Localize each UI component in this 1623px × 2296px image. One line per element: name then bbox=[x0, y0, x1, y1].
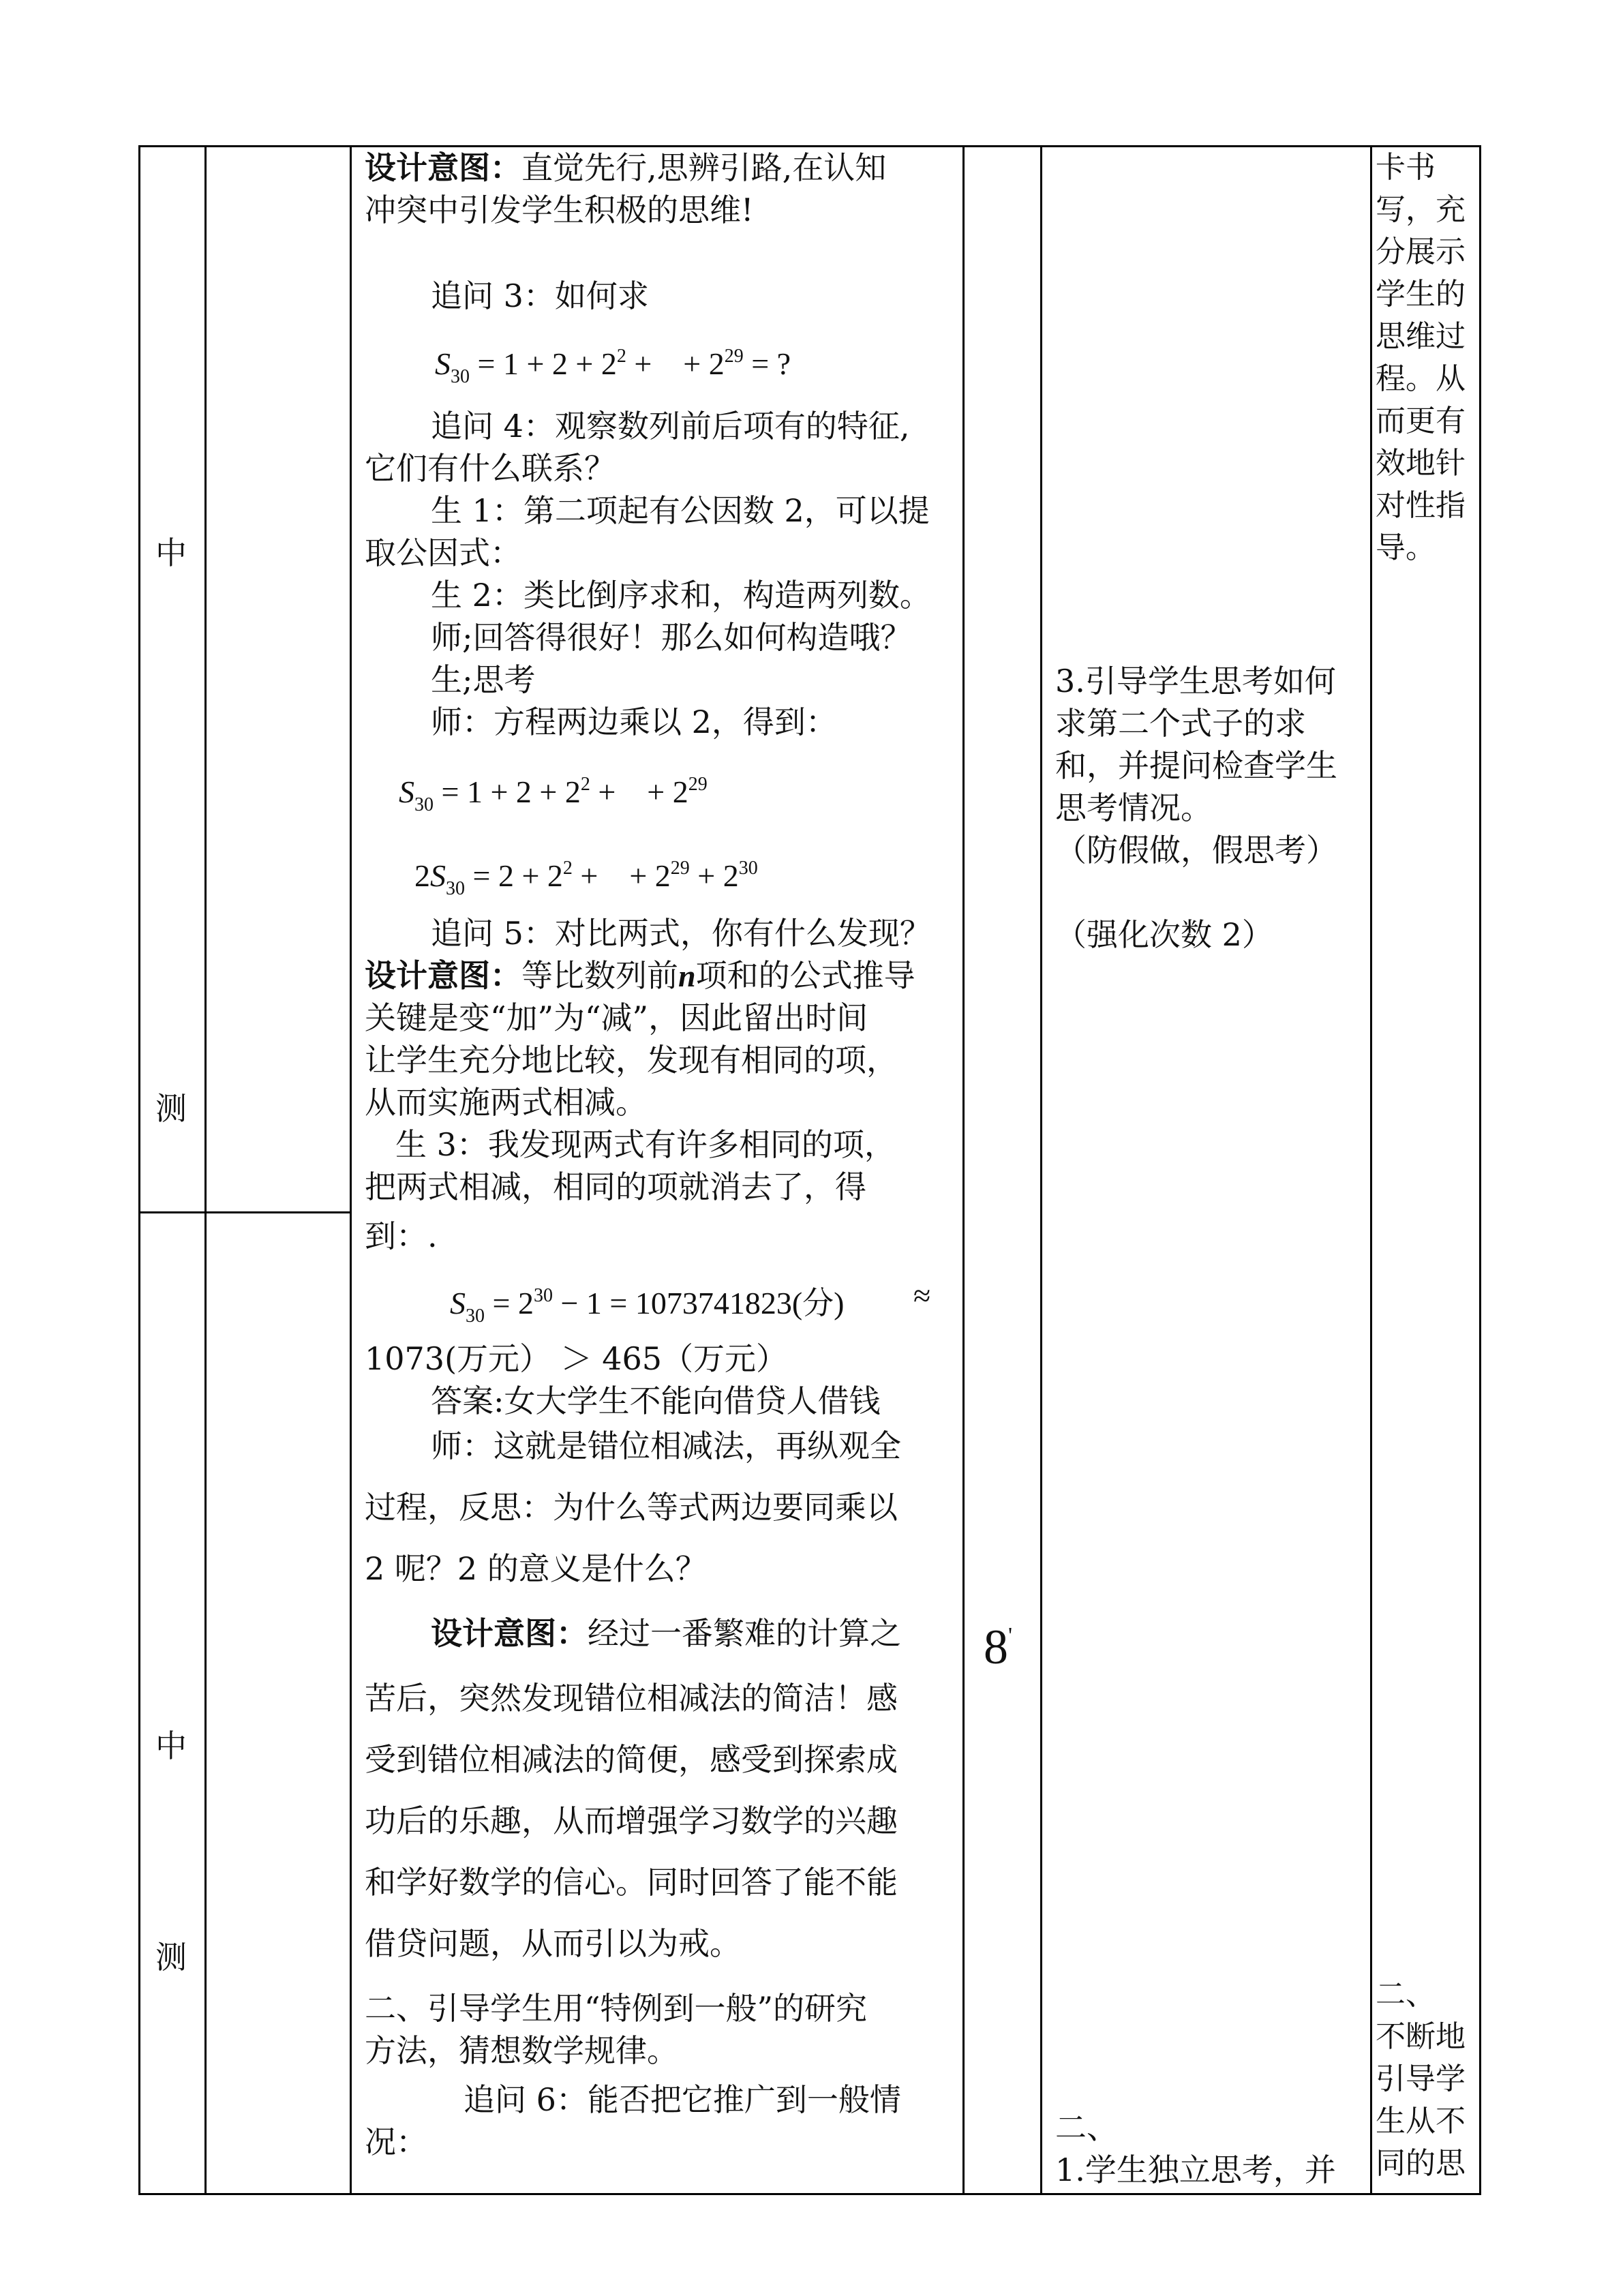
time-minute-mark: ' bbox=[1008, 1623, 1013, 1648]
intent-3-line-5: 和学好数学的信心。同时回答了能不能 bbox=[365, 1864, 898, 1901]
teacher-activity-line-5: （防假做，假思考） bbox=[1055, 832, 1337, 868]
equation-4: $S_{30} = 2^{30} - 1 = 1073741823$(分) bbox=[450, 1285, 845, 1327]
student-think: 生;思考 bbox=[431, 661, 536, 698]
column-divider-1 bbox=[204, 145, 207, 2195]
teacher-activity-line-4: 思考情况。 bbox=[1055, 789, 1212, 826]
note-line-8: 效地针 bbox=[1376, 446, 1466, 481]
intent-line-2: 冲突中引发学生积极的思维! bbox=[365, 192, 754, 228]
time-allocation bbox=[984, 1609, 1012, 1674]
note-line-15: 同的思 bbox=[1376, 2146, 1466, 2181]
column-divider-2 bbox=[350, 145, 352, 2195]
teacher-1: 师;回答得很好！那么如何构造哦？ bbox=[431, 619, 912, 656]
intent-3-label: 设计意图： bbox=[431, 1615, 588, 1652]
teacher-3-line-3: 2 呢？2 的意义是什么？ bbox=[365, 1550, 707, 1587]
teacher-3-line-1: 师：这就是错位相减法，再纵观全 bbox=[431, 1428, 901, 1464]
teacher-activity-line-3: 和，并提问检查学生 bbox=[1055, 747, 1337, 784]
question-5: 追问 5：对比两式，你有什么发现？ bbox=[431, 915, 931, 952]
note-line-2: 写，充 bbox=[1376, 192, 1466, 227]
variable-n: n bbox=[678, 958, 696, 993]
note-line-11: 二、 bbox=[1376, 1977, 1436, 2012]
question-6-line-2: 况： bbox=[365, 2124, 427, 2160]
teacher-3-line-2: 过程，反思：为什么等式两边要同乘以 bbox=[365, 1489, 898, 1526]
intent-2-line-3: 让学生充分地比较，发现有相同的项， bbox=[365, 1042, 898, 1078]
question-3: 追问 3：如何求 bbox=[431, 277, 649, 314]
intent-3-text-a: 经过一番繁难的计算之 bbox=[588, 1615, 901, 1652]
teacher-activity-line-7: 二、 bbox=[1055, 2109, 1118, 2146]
question-6-line-1: 追问 6：能否把它推广到一般情 bbox=[464, 2081, 901, 2118]
intent-label: 设计意图： bbox=[365, 149, 521, 186]
column-divider-3 bbox=[962, 145, 965, 2195]
note-line-4: 学生的 bbox=[1376, 277, 1466, 312]
part-2-line-1: 二、引导学生用“特例到一般”的研究 bbox=[365, 1990, 868, 2027]
stage-label-lower-top: 中 bbox=[155, 1727, 187, 1764]
question-4-line-2: 它们有什么联系？ bbox=[365, 450, 616, 487]
note-line-10: 导。 bbox=[1376, 530, 1436, 565]
intent-3-line-6: 借贷问题，从而引以为戒。 bbox=[365, 1925, 741, 1962]
column-divider-4 bbox=[1040, 145, 1042, 2195]
teacher-2: 师：方程两边乘以 2，得到： bbox=[431, 704, 837, 740]
equation-1: $S_{30} = 1 + 2 + 2^2$ + + $2^{29}$ = ? bbox=[435, 346, 791, 387]
answer: 答案:女大学生不能向借贷人借钱 bbox=[431, 1383, 881, 1419]
student-3-line-1: 生 3：我发现两式有许多相同的项， bbox=[395, 1126, 896, 1163]
note-line-1: 卡书 bbox=[1376, 150, 1436, 185]
teacher-activity-line-2: 求第二个式子的求 bbox=[1055, 705, 1306, 742]
student-3-line-3: 到：. bbox=[365, 1218, 438, 1254]
comparison: 1073(万元） ＞ 465（万元） bbox=[365, 1340, 788, 1377]
intent-2-line-2: 关键是变“加”为“减”，因此留出时间 bbox=[365, 999, 868, 1036]
intent-text: 直觉先行,思辨引路,在认知 bbox=[521, 149, 887, 186]
note-line-9: 对性指 bbox=[1376, 488, 1466, 523]
table-bottom-border bbox=[138, 2193, 1481, 2195]
note-line-12: 不断地 bbox=[1376, 2019, 1466, 2054]
column-divider-5 bbox=[1370, 145, 1372, 2195]
table-right-border bbox=[1479, 145, 1481, 2195]
note-line-3: 分展示 bbox=[1376, 235, 1466, 269]
teacher-activity-line-8: 1.学生独立思考，并 bbox=[1055, 2151, 1336, 2188]
intent-2-line-4: 从而实施两式相减。 bbox=[365, 1084, 647, 1121]
part-2-line-2: 方法，猜想数学规律。 bbox=[365, 2032, 678, 2069]
note-line-5: 思维过 bbox=[1376, 319, 1466, 354]
student-1-line-2: 取公因式： bbox=[365, 534, 521, 571]
note-line-6: 程。从 bbox=[1376, 361, 1466, 396]
question-4-line-1: 追问 4：观察数列前后项有的特征, bbox=[431, 408, 910, 444]
stage-label-lower-bottom: 测 bbox=[155, 1939, 187, 1976]
teacher-activity-line-6: （强化次数 2） bbox=[1055, 916, 1273, 953]
student-3-line-2: 把两式相减，相同的项就消去了，得 bbox=[365, 1168, 866, 1205]
teacher-activity-line-1: 3.引导学生思考如何 bbox=[1055, 663, 1336, 699]
result-unit: (分) bbox=[791, 1286, 845, 1320]
intent-3-line-2: 苦后，突然发现错位相减法的简洁！感 bbox=[365, 1680, 898, 1717]
intent-line-1 bbox=[365, 147, 886, 189]
intent-3-line-3: 受到错位相减法的简便，感受到探索成 bbox=[365, 1741, 898, 1778]
student-2: 生 2：类比倒序求和，构造两列数。 bbox=[431, 577, 931, 614]
time-value: 8 bbox=[984, 1620, 1008, 1674]
intent-2-label: 设计意图： bbox=[365, 957, 521, 994]
stage-label-upper-top: 中 bbox=[155, 534, 187, 571]
student-1-line-1: 生 1：第二项起有公因数 2，可以提 bbox=[431, 492, 930, 529]
equation-3: $2S_{30} = 2 + 2^2$ + + $2^{29} + 2^{30}$ bbox=[414, 858, 758, 899]
note-line-13: 引导学 bbox=[1376, 2061, 1466, 2096]
equation-2: $S_{30} = 1 + 2 + 2^2$ + + $2^{29}$ bbox=[399, 774, 708, 815]
intent-2-text-a3: 项和的公式推导 bbox=[695, 957, 915, 994]
note-line-14: 生从不 bbox=[1376, 2104, 1466, 2139]
table-left-border bbox=[138, 145, 140, 2195]
row-divider-left bbox=[138, 1211, 352, 1213]
intent-2-text-a1: 等比数列前 bbox=[521, 957, 678, 994]
intent-3-line-4: 功后的乐趣，从而增强学习数学的兴趣 bbox=[365, 1802, 898, 1839]
approx-sign: ≈ bbox=[913, 1278, 931, 1313]
intent-3-line-1 bbox=[431, 1612, 901, 1655]
stage-label-upper-bottom: 测 bbox=[155, 1090, 187, 1127]
note-line-7: 而更有 bbox=[1376, 404, 1466, 438]
intent-2-line-1 bbox=[365, 954, 915, 997]
